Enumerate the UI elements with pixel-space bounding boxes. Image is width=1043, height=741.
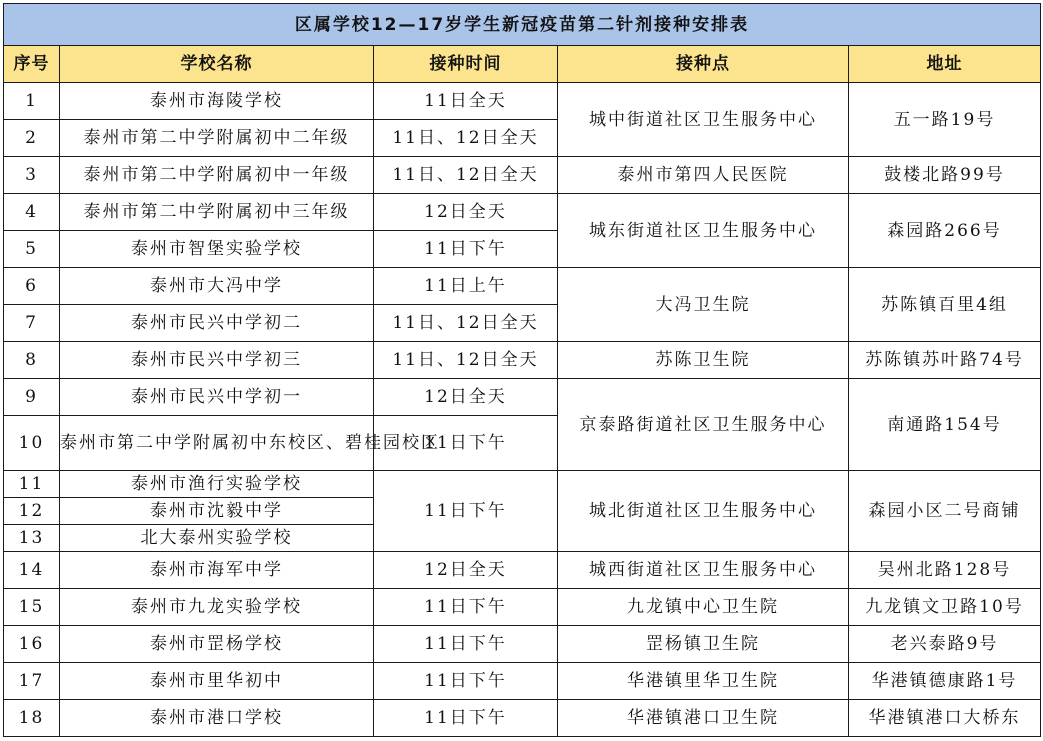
school-cell: 泰州市九龙实验学校 xyxy=(60,589,374,626)
table-row xyxy=(4,342,1041,379)
site-cell: 九龙镇中心卫生院 xyxy=(558,589,849,626)
seq-cell: 4 xyxy=(4,194,60,231)
seq-cell: 16 xyxy=(4,626,60,663)
table-row xyxy=(4,83,1041,120)
school-cell: 泰州市海军中学 xyxy=(60,552,374,589)
seq-cell: 3 xyxy=(4,157,60,194)
address-cell: 五一路19号 xyxy=(849,83,1041,157)
header-address: 地址 xyxy=(849,46,1041,83)
seq-cell: 2 xyxy=(4,120,60,157)
time-cell: 11日下午 xyxy=(374,589,558,626)
site-cell: 苏陈卫生院 xyxy=(558,342,849,379)
address-cell: 森园路266号 xyxy=(849,194,1041,268)
time-cell: 11日、12日全天 xyxy=(374,342,558,379)
time-cell: 11日、12日全天 xyxy=(374,305,558,342)
school-cell: 北大泰州实验学校 xyxy=(60,525,374,552)
seq-cell: 15 xyxy=(4,589,60,626)
address-cell: 老兴泰路9号 xyxy=(849,626,1041,663)
seq-cell: 5 xyxy=(4,231,60,268)
address-cell: 华港镇德康路1号 xyxy=(849,663,1041,700)
site-cell: 泰州市第四人民医院 xyxy=(558,157,849,194)
table-row xyxy=(4,552,1041,589)
time-cell: 12日全天 xyxy=(374,194,558,231)
time-cell: 11日下午 xyxy=(374,471,558,552)
address-cell: 华港镇港口大桥东 xyxy=(849,700,1041,737)
table-row xyxy=(4,589,1041,626)
school-cell: 泰州市民兴中学初三 xyxy=(60,342,374,379)
site-cell: 华港镇港口卫生院 xyxy=(558,700,849,737)
time-cell: 11日上午 xyxy=(374,268,558,305)
schedule-table xyxy=(3,3,1041,737)
school-cell: 泰州市智堡实验学校 xyxy=(60,231,374,268)
seq-cell: 7 xyxy=(4,305,60,342)
school-cell: 泰州市海陵学校 xyxy=(60,83,374,120)
address-cell: 九龙镇文卫路10号 xyxy=(849,589,1041,626)
time-cell: 11日下午 xyxy=(374,663,558,700)
header-school: 学校名称 xyxy=(60,46,374,83)
school-cell: 泰州市民兴中学初二 xyxy=(60,305,374,342)
vaccination-schedule-sheet xyxy=(3,3,1040,737)
seq-cell: 11 xyxy=(4,471,60,498)
site-cell: 京泰路街道社区卫生服务中心 xyxy=(558,379,849,471)
site-cell: 城中街道社区卫生服务中心 xyxy=(558,83,849,157)
school-cell: 泰州市港口学校 xyxy=(60,700,374,737)
seq-cell: 1 xyxy=(4,83,60,120)
school-cell: 泰州市沈毅中学 xyxy=(60,498,374,525)
school-cell: 泰州市民兴中学初一 xyxy=(60,379,374,416)
site-cell: 罡杨镇卫生院 xyxy=(558,626,849,663)
address-cell: 苏陈镇百里4组 xyxy=(849,268,1041,342)
school-cell: 泰州市第二中学附属初中三年级 xyxy=(60,194,374,231)
site-cell: 大冯卫生院 xyxy=(558,268,849,342)
site-cell: 华港镇里华卫生院 xyxy=(558,663,849,700)
table-title: 区属学校12—17岁学生新冠疫苗第二针剂接种安排表 xyxy=(4,4,1041,46)
time-cell: 11日全天 xyxy=(374,83,558,120)
time-cell: 12日全天 xyxy=(374,552,558,589)
title-row xyxy=(4,4,1041,46)
table-row xyxy=(4,626,1041,663)
site-cell: 城西街道社区卫生服务中心 xyxy=(558,552,849,589)
seq-cell: 17 xyxy=(4,663,60,700)
address-cell: 森园小区二号商铺 xyxy=(849,471,1041,552)
table-row xyxy=(4,379,1041,416)
time-cell: 12日全天 xyxy=(374,379,558,416)
seq-cell: 8 xyxy=(4,342,60,379)
seq-cell: 10 xyxy=(4,416,60,471)
school-cell: 泰州市大冯中学 xyxy=(60,268,374,305)
address-cell: 吴州北路128号 xyxy=(849,552,1041,589)
address-cell: 南通路154号 xyxy=(849,379,1041,471)
seq-cell: 14 xyxy=(4,552,60,589)
table-row xyxy=(4,663,1041,700)
school-cell: 泰州市第二中学附属初中一年级 xyxy=(60,157,374,194)
school-cell: 泰州市第二中学附属初中二年级 xyxy=(60,120,374,157)
school-cell: 泰州市第二中学附属初中东校区、碧桂园校区 xyxy=(60,416,374,471)
seq-cell: 18 xyxy=(4,700,60,737)
seq-cell: 12 xyxy=(4,498,60,525)
table-row xyxy=(4,268,1041,305)
header-row xyxy=(4,46,1041,83)
site-cell: 城东街道社区卫生服务中心 xyxy=(558,194,849,268)
header-time: 接种时间 xyxy=(374,46,558,83)
address-cell: 鼓楼北路99号 xyxy=(849,157,1041,194)
time-cell: 11日、12日全天 xyxy=(374,157,558,194)
school-cell: 泰州市里华初中 xyxy=(60,663,374,700)
seq-cell: 9 xyxy=(4,379,60,416)
header-site: 接种点 xyxy=(558,46,849,83)
school-cell: 泰州市渔行实验学校 xyxy=(60,471,374,498)
time-cell: 11日、12日全天 xyxy=(374,120,558,157)
seq-cell: 6 xyxy=(4,268,60,305)
header-seq: 序号 xyxy=(4,46,60,83)
time-cell: 11日下午 xyxy=(374,626,558,663)
table-row xyxy=(4,471,1041,498)
time-cell: 11日下午 xyxy=(374,231,558,268)
site-cell: 城北街道社区卫生服务中心 xyxy=(558,471,849,552)
seq-cell: 13 xyxy=(4,525,60,552)
table-row xyxy=(4,194,1041,231)
time-cell: 11日下午 xyxy=(374,700,558,737)
school-cell: 泰州市罡杨学校 xyxy=(60,626,374,663)
table-row xyxy=(4,700,1041,737)
table-row xyxy=(4,157,1041,194)
address-cell: 苏陈镇苏叶路74号 xyxy=(849,342,1041,379)
time-cell: 11日下午 xyxy=(374,416,558,471)
